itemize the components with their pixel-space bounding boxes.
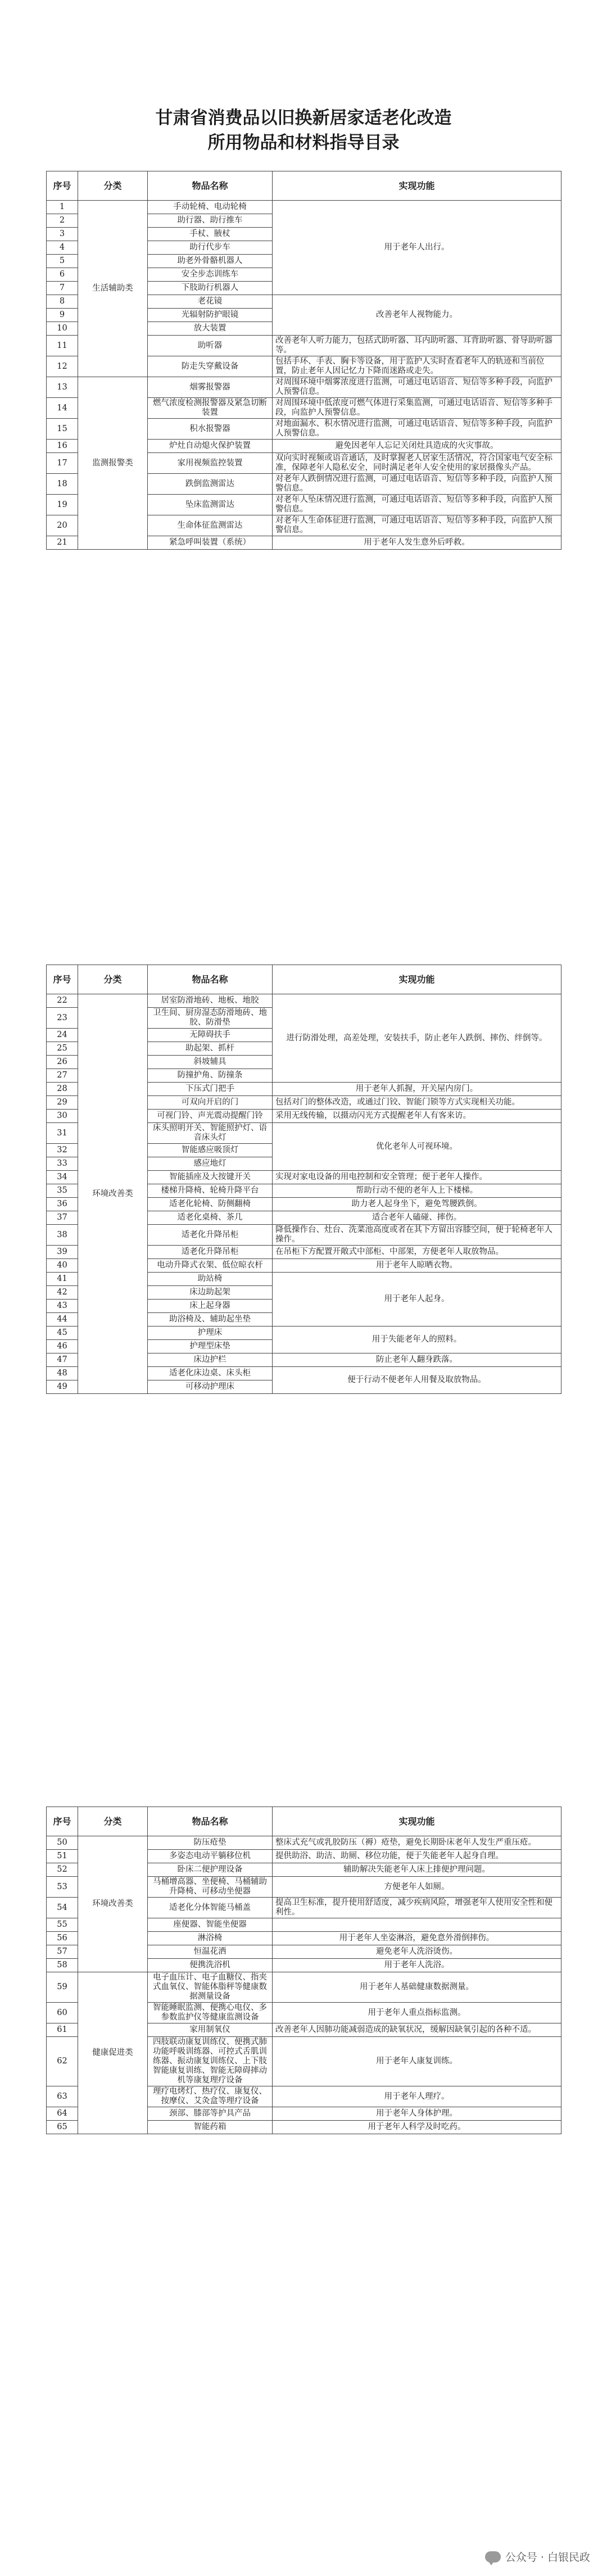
catalog-table <box>46 1807 561 2134</box>
row-number: 47 <box>47 1353 78 1367</box>
watermark-text: 公众号 · 白银民政 <box>505 2551 590 2564</box>
row-number: 34 <box>47 1171 78 1184</box>
row-number: 58 <box>47 1959 78 1972</box>
category-cell: 环境改善类 <box>78 994 148 1394</box>
item-name: 卫生间、厨房湿态防滑地砖、地胶、防滑垫 <box>148 1008 273 1029</box>
row-number: 29 <box>47 1096 78 1110</box>
row-number: 52 <box>47 1863 78 1877</box>
item-name: 老花镜 <box>148 295 273 309</box>
item-name: 燃气浓度检测报警器及紧急切断装置 <box>148 398 273 419</box>
function-cell: 用于老年人起身。 <box>273 1273 561 1327</box>
row-number: 17 <box>47 453 78 474</box>
header-row <box>47 171 561 201</box>
title-line-1: 甘肃省消费品以旧换新居家适老化改造 <box>155 108 452 128</box>
function-cell: 双向实时视频或语音通话，及时掌握老人居家生活情况，符合国家电气安全标准，保障老年人隐私安全，同时满足老年人安全使用的家居摄像头产品。 <box>273 453 561 474</box>
function-cell: 整床式充气或乳胶防压（褥）疮垫，避免长期卧床老年人发生严重压疮。 <box>273 1836 561 1850</box>
watermark <box>485 2549 590 2564</box>
row-number: 22 <box>47 994 78 1008</box>
row-number: 53 <box>47 1877 78 1898</box>
table-row <box>47 994 561 1008</box>
row-number: 16 <box>47 440 78 453</box>
item-name: 防走失穿戴设备 <box>148 356 273 377</box>
header-function: 实现功能 <box>273 965 561 994</box>
row-number: 25 <box>47 1042 78 1056</box>
row-number: 51 <box>47 1850 78 1863</box>
row-number: 10 <box>47 322 78 336</box>
header-category: 分类 <box>78 171 148 201</box>
function-cell: 避免因老年人忘记关闭灶具造成的火灾事故。 <box>273 440 561 453</box>
row-number: 37 <box>47 1211 78 1225</box>
function-cell: 助力老人起身坐下，避免驾腰跌倒。 <box>273 1198 561 1211</box>
item-name: 无障碍扶手 <box>148 1029 273 1042</box>
item-name: 便携洗浴机 <box>148 1959 273 1972</box>
item-name: 智能感应吸顶灯 <box>148 1144 273 1157</box>
item-name: 积水报警器 <box>148 419 273 440</box>
item-name: 紧急呼叫装置（系统） <box>148 536 273 550</box>
category-cell: 生活辅助类 <box>78 201 148 377</box>
catalog-table-page-1 <box>46 171 561 550</box>
row-number: 42 <box>47 1286 78 1300</box>
item-name: 助行代步车 <box>148 241 273 255</box>
item-name: 淋浴椅 <box>148 1932 273 1945</box>
function-cell: 辅助解决失能老年人床上排便护理问题。 <box>273 1863 561 1877</box>
table-row <box>47 1972 561 2003</box>
header-row <box>47 1807 561 1836</box>
row-number: 1 <box>47 201 78 214</box>
row-number: 46 <box>47 1340 78 1353</box>
page-title <box>0 106 607 155</box>
row-number: 38 <box>47 1225 78 1246</box>
function-cell: 用于老年人基础健康数据测量。 <box>273 1972 561 2003</box>
row-number: 27 <box>47 1069 78 1083</box>
header-category: 分类 <box>78 1807 148 1836</box>
category-cell: 环境改善类 <box>78 1836 148 1972</box>
row-number: 56 <box>47 1932 78 1945</box>
function-cell: 进行防滑处理，高差处理，安装扶手，防止老年人跌倒、摔伤、绊倒等。 <box>273 994 561 1083</box>
function-cell: 避免老年人洗浴烫伤。 <box>273 1945 561 1959</box>
row-number: 63 <box>47 2086 78 2107</box>
row-number: 40 <box>47 1259 78 1273</box>
function-cell: 适合老年人磕碰、摔伤。 <box>273 1211 561 1225</box>
item-name: 坠床监测雷达 <box>148 495 273 515</box>
function-cell: 对周围环境中烟雾浓度进行监测，可通过电话语音、短信等多种手段，向监护人预警信息。 <box>273 377 561 398</box>
item-name: 智能睡眠监测、便携心电仪、多参数监护仪等健康监测设备 <box>148 2003 273 2023</box>
header-item: 物品名称 <box>148 965 273 994</box>
header-item: 物品名称 <box>148 1807 273 1836</box>
item-name: 斜坡辅具 <box>148 1056 273 1069</box>
item-name: 烟雾报警器 <box>148 377 273 398</box>
category-cell: 监测报警类 <box>78 377 148 550</box>
catalog-table <box>46 171 561 550</box>
item-name: 手杖、腋杖 <box>148 228 273 241</box>
header-num: 序号 <box>47 965 78 994</box>
row-number: 19 <box>47 495 78 515</box>
item-name: 助老外骨骼机器人 <box>148 255 273 268</box>
row-number: 31 <box>47 1123 78 1144</box>
function-cell: 对老年人跌倒情况进行监测，可通过电话语音、短信等多种手段，向监护人预警信息。 <box>273 474 561 495</box>
row-number: 30 <box>47 1110 78 1123</box>
item-name: 床头照明开关、智能照护灯、语音床头灯 <box>148 1123 273 1144</box>
item-name: 床上起身器 <box>148 1300 273 1313</box>
row-number: 36 <box>47 1198 78 1211</box>
row-number: 41 <box>47 1273 78 1286</box>
row-number: 44 <box>47 1313 78 1327</box>
row-number: 24 <box>47 1029 78 1042</box>
row-number: 12 <box>47 356 78 377</box>
table-row <box>47 377 561 398</box>
function-cell: 用于老年人科学及时吃药。 <box>273 2121 561 2134</box>
row-number: 62 <box>47 2037 78 2086</box>
item-name: 炉灶自动熄火保护装置 <box>148 440 273 453</box>
row-number: 3 <box>47 228 78 241</box>
item-name: 智能插座及大按键开关 <box>148 1171 273 1184</box>
header-category: 分类 <box>78 965 148 994</box>
item-name: 跌倒监测雷达 <box>148 474 273 495</box>
item-name: 助听器 <box>148 336 273 356</box>
item-name: 助浴椅及、辅助起坐垫 <box>148 1313 273 1327</box>
row-number: 20 <box>47 515 78 536</box>
item-name: 居室防滑地砖、地板、地胶 <box>148 994 273 1008</box>
function-cell: 用于老年人重点指标监测。 <box>273 2003 561 2023</box>
function-cell: 用于老年人洗浴。 <box>273 1959 561 1972</box>
row-number: 64 <box>47 2107 78 2121</box>
row-number: 28 <box>47 1083 78 1096</box>
row-number: 57 <box>47 1945 78 1959</box>
item-name: 手动轮椅、电动轮椅 <box>148 201 273 214</box>
item-name: 电动升降式衣架、低位晾衣杆 <box>148 1259 273 1273</box>
function-cell: 改善老年人因肺功能减弱造成的缺氧状况，缓解因缺氧引起的各种不适。 <box>273 2023 561 2037</box>
header-function: 实现功能 <box>273 171 561 201</box>
row-number: 5 <box>47 255 78 268</box>
function-cell: 改善老年人听力能力，包括式助听器、耳内助听器、耳背助听器、骨导助听器等。 <box>273 336 561 356</box>
item-name: 适老化分体智能马桶盖 <box>148 1898 273 1918</box>
item-name: 多姿态电动平躺移位机 <box>148 1850 273 1863</box>
row-number: 61 <box>47 2023 78 2037</box>
item-name: 放大装置 <box>148 322 273 336</box>
item-name: 助站椅 <box>148 1273 273 1286</box>
item-name: 下压式门把手 <box>148 1083 273 1096</box>
function-cell: 提高卫生标准，提升使用舒适度，减少疾病风险，增强老年人使用安全性和便利性。 <box>273 1898 561 1918</box>
function-cell: 用于老年人抓握，开关屋内房门。 <box>273 1083 561 1096</box>
item-name: 助行器、助行推车 <box>148 214 273 228</box>
item-name: 感应地灯 <box>148 1157 273 1171</box>
row-number: 35 <box>47 1184 78 1198</box>
row-number: 48 <box>47 1367 78 1380</box>
row-number: 55 <box>47 1918 78 1932</box>
item-name: 马桶增高器、坐便椅、马桶辅助升降椅、可移动坐便器 <box>148 1877 273 1898</box>
function-cell: 用于老年人理疗。 <box>273 2086 561 2107</box>
row-number: 50 <box>47 1836 78 1850</box>
function-cell: 帮助行动不便的老年人上下楼梯。 <box>273 1184 561 1198</box>
item-name: 恒温花洒 <box>148 1945 273 1959</box>
item-name: 适老化桌椅、茶几 <box>148 1211 273 1225</box>
row-number: 7 <box>47 282 78 295</box>
item-name: 床边护栏 <box>148 1353 273 1367</box>
function-cell: 实现对家电设备的用电控制和安全管理；便于老年人操作。 <box>273 1171 561 1184</box>
row-number: 54 <box>47 1898 78 1918</box>
row-number: 4 <box>47 241 78 255</box>
function-cell: 用于老年人康复训练。 <box>273 2037 561 2086</box>
item-name: 理疗电烤灯、热疗仪、康复仪、按摩仪、艾灸盒等理疗设备 <box>148 2086 273 2107</box>
item-name: 卧床二便护理设备 <box>148 1863 273 1877</box>
item-name: 下肢助行机器人 <box>148 282 273 295</box>
header-function: 实现功能 <box>273 1807 561 1836</box>
catalog-table <box>46 965 561 1394</box>
function-cell: 用于老年人晾晒衣物。 <box>273 1259 561 1273</box>
row-number: 6 <box>47 268 78 282</box>
title-line-2: 所用物品和材料指导目录 <box>207 133 400 153</box>
function-cell: 用于老年人身体护理。 <box>273 2107 561 2121</box>
catalog-table-page-2 <box>46 965 561 1394</box>
row-number: 26 <box>47 1056 78 1069</box>
catalog-table-page-3 <box>46 1807 561 2134</box>
row-number: 39 <box>47 1246 78 1259</box>
item-name: 护理型床垫 <box>148 1340 273 1353</box>
row-number: 33 <box>47 1157 78 1171</box>
item-name: 可移动护理床 <box>148 1380 273 1394</box>
function-cell: 对老年人坠床情况进行监测，可通过电话语音、短信等多种手段，向监护人预警信息。 <box>273 495 561 515</box>
row-number: 49 <box>47 1380 78 1394</box>
wechat-icon <box>485 2551 501 2563</box>
item-name: 安全步态训练车 <box>148 268 273 282</box>
item-name: 智能药箱 <box>148 2121 273 2134</box>
header-row <box>47 965 561 994</box>
table-row <box>47 1836 561 1850</box>
row-number: 14 <box>47 398 78 419</box>
function-cell: 用于失能老年人的照料。 <box>273 1327 561 1353</box>
function-cell: 用于老年人出行。 <box>273 201 561 295</box>
function-cell: 降低操作台、灶台、洗菜池高度或者在其下方留出容膝空间，便于轮椅老年人操作。 <box>273 1225 561 1246</box>
function-cell: 包括手环、手表、胸卡等设备，用于监护人实时查看老年人的轨迹和当前位置，防止老年人因记忆力下降而迷路或走失。 <box>273 356 561 377</box>
function-cell: 方便老年人如厕。 <box>273 1877 561 1898</box>
row-number: 65 <box>47 2121 78 2134</box>
row-number: 32 <box>47 1144 78 1157</box>
item-name: 防压疮垫 <box>148 1836 273 1850</box>
function-cell: 采用无线传输，以摄动闪光方式提醒老年人有客来访。 <box>273 1110 561 1123</box>
function-cell <box>273 1918 561 1932</box>
function-cell: 对周围环境中低浓度可燃气体进行采集监测，可通过电话语音、短信等多种手段，向监护人预警信息。 <box>273 398 561 419</box>
item-name: 四肢联动康复训练仪、便携式肺功能呼吸训练器、可控式舌肌训练器、振动康复训练仪、上下肢智能康复训练、智能无障碍摔动机等康复理疗设备 <box>148 2037 273 2086</box>
item-name: 适老化升降吊柜 <box>148 1246 273 1259</box>
item-name: 可双向开启的门 <box>148 1096 273 1110</box>
function-cell: 对地面漏水、积水情况进行监测，可通过电话语音、短信等多种手段，向监护人预警信息。 <box>273 419 561 440</box>
row-number: 9 <box>47 309 78 322</box>
item-name: 光辐射防护眼镜 <box>148 309 273 322</box>
function-cell: 对老年人生命体征进行监测，可通过电话语音、短信等多种手段，向监护人预警信息。 <box>273 515 561 536</box>
header-item: 物品名称 <box>148 171 273 201</box>
item-name: 家用视频监控装置 <box>148 453 273 474</box>
category-cell: 健康促进类 <box>78 1972 148 2134</box>
item-name: 护理床 <box>148 1327 273 1340</box>
item-name: 适老化床边桌、床头柜 <box>148 1367 273 1380</box>
row-number: 23 <box>47 1008 78 1029</box>
item-name: 可视门铃、声光震动提醒门铃 <box>148 1110 273 1123</box>
row-number: 18 <box>47 474 78 495</box>
item-name: 生命体征监测雷达 <box>148 515 273 536</box>
item-name: 楼梯升降椅、轮椅升降平台 <box>148 1184 273 1198</box>
table-row <box>47 201 561 214</box>
row-number: 21 <box>47 536 78 550</box>
item-name: 防撞护角、防撞条 <box>148 1069 273 1083</box>
row-number: 15 <box>47 419 78 440</box>
header-num: 序号 <box>47 171 78 201</box>
row-number: 11 <box>47 336 78 356</box>
row-number: 43 <box>47 1300 78 1313</box>
row-number: 45 <box>47 1327 78 1340</box>
function-cell: 改善老年人视物能力。 <box>273 295 561 336</box>
item-name: 助起架、抓杆 <box>148 1042 273 1056</box>
item-name: 电子血压计、电子血糖仪、指夹式血氧仪、智能体脂秤等健康数据测量设备 <box>148 1972 273 2003</box>
function-cell: 提供助浴、助洁、助厕、移位功能，便于失能老年人起身自理。 <box>273 1850 561 1863</box>
item-name: 家用制氧仪 <box>148 2023 273 2037</box>
function-cell: 用于老年人发生意外后呼救。 <box>273 536 561 550</box>
item-name: 床边助起架 <box>148 1286 273 1300</box>
function-cell: 在吊柜下方配置开敞式中部柜、中部架，方便老年人取放物品。 <box>273 1246 561 1259</box>
function-cell: 包括对门的整体改造，或通过门铰、智能门锁等方式实现相关功能。 <box>273 1096 561 1110</box>
function-cell: 用于老年人坐姿淋浴，避免意外滑倒摔伤。 <box>273 1932 561 1945</box>
item-name: 适老化升降吊柜 <box>148 1225 273 1246</box>
row-number: 8 <box>47 295 78 309</box>
function-cell: 防止老年人翻身跌落。 <box>273 1353 561 1367</box>
item-name: 座便器、智能坐便器 <box>148 1918 273 1932</box>
header-num: 序号 <box>47 1807 78 1836</box>
item-name: 适老化轮椅、防侧翻椅 <box>148 1198 273 1211</box>
row-number: 59 <box>47 1972 78 2003</box>
function-cell: 便于行动不便老年人用餐及取放物品。 <box>273 1367 561 1394</box>
item-name: 颈部、膝部等护具产品 <box>148 2107 273 2121</box>
row-number: 13 <box>47 377 78 398</box>
function-cell: 优化老年人可视环境。 <box>273 1123 561 1171</box>
row-number: 60 <box>47 2003 78 2023</box>
row-number: 2 <box>47 214 78 228</box>
